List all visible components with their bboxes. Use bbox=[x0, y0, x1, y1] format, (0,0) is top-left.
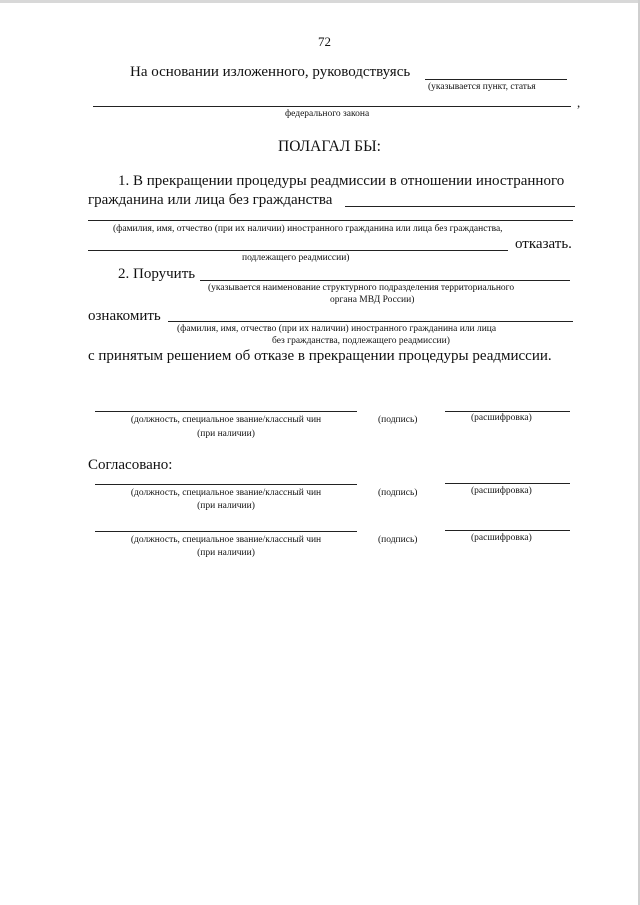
signature-position-line bbox=[95, 411, 357, 412]
agreed1-sign-hint: (подпись) bbox=[378, 488, 418, 498]
familiarize-hint-line2: без гражданства, подлежащего реадмиссии) bbox=[272, 336, 450, 346]
law-blank-line bbox=[93, 106, 571, 107]
item1-hint-name: (фамилия, имя, отчество (при их наличии) иностранного гражданина или лица без гражданства, bbox=[113, 224, 503, 234]
item1-blank-line-1 bbox=[345, 206, 575, 207]
item1-refuse: отказать. bbox=[515, 236, 572, 252]
item1-blank-line-3 bbox=[88, 250, 508, 251]
familiarize-blank-line bbox=[168, 321, 573, 322]
item1-line1: 1. В прекращении процедуры реадмиссии в отношении иностранного bbox=[118, 173, 565, 189]
intro-comma: , bbox=[577, 95, 581, 110]
familiarize-text: с принятым решением об отказе в прекращении процедуры реадмиссии. bbox=[88, 348, 552, 364]
signature-decode-line bbox=[445, 411, 570, 412]
agreed1-decode-line bbox=[445, 483, 570, 484]
signature-decode-hint: (расшифровка) bbox=[471, 413, 532, 423]
item1-line2: гражданина или лица без гражданства bbox=[88, 192, 333, 208]
agreed1-position-line bbox=[95, 484, 357, 485]
agreed2-decode-line bbox=[445, 530, 570, 531]
agreed1-decode-hint: (расшифровка) bbox=[471, 486, 532, 496]
intro-hint-article: (указывается пункт, статья bbox=[428, 82, 536, 92]
signature-position-hint-2: (при наличии) bbox=[197, 429, 255, 439]
scan-border-top bbox=[0, 0, 640, 3]
agreed1-position-hint: (должность, специальное звание/классный чин bbox=[130, 488, 322, 498]
agreed-label: Согласовано: bbox=[88, 457, 173, 473]
agreed2-sign-hint: (подпись) bbox=[378, 535, 418, 545]
agreed2-position-hint: (должность, специальное звание/классный чин bbox=[130, 535, 322, 545]
page-number: 72 bbox=[318, 34, 331, 49]
signature-position-hint: (должность, специальное звание/классный чин bbox=[130, 415, 322, 425]
agreed2-decode-hint: (расшифровка) bbox=[471, 533, 532, 543]
decision-heading: ПОЛАГАЛ БЫ: bbox=[278, 138, 381, 155]
agreed1-position-hint-2: (при наличии) bbox=[197, 501, 255, 511]
signature-sign-hint: (подпись) bbox=[378, 415, 418, 425]
intro-text: На основании изложенного, руководствуясь bbox=[130, 64, 411, 80]
intro-hint-law: федерального закона bbox=[285, 109, 370, 119]
item1-blank-line-2 bbox=[88, 220, 573, 221]
item2-hint-line1: (указывается наименование структурного подразделения территориального bbox=[208, 283, 515, 293]
familiarize-label: ознакомить bbox=[88, 308, 161, 324]
agreed2-position-line bbox=[95, 531, 357, 532]
agreed2-position-hint-2: (при наличии) bbox=[197, 548, 255, 558]
item2-blank-line bbox=[200, 280, 570, 281]
item1-hint-subject: подлежащего реадмиссии) bbox=[242, 253, 350, 263]
item2-hint-line2: органа МВД России) bbox=[330, 295, 415, 305]
intro-blank-line bbox=[425, 79, 567, 80]
item2-label: 2. Поручить bbox=[118, 266, 196, 282]
familiarize-hint-line1: (фамилия, имя, отчество (при их наличии) иностранного гражданина или лица bbox=[177, 324, 497, 334]
